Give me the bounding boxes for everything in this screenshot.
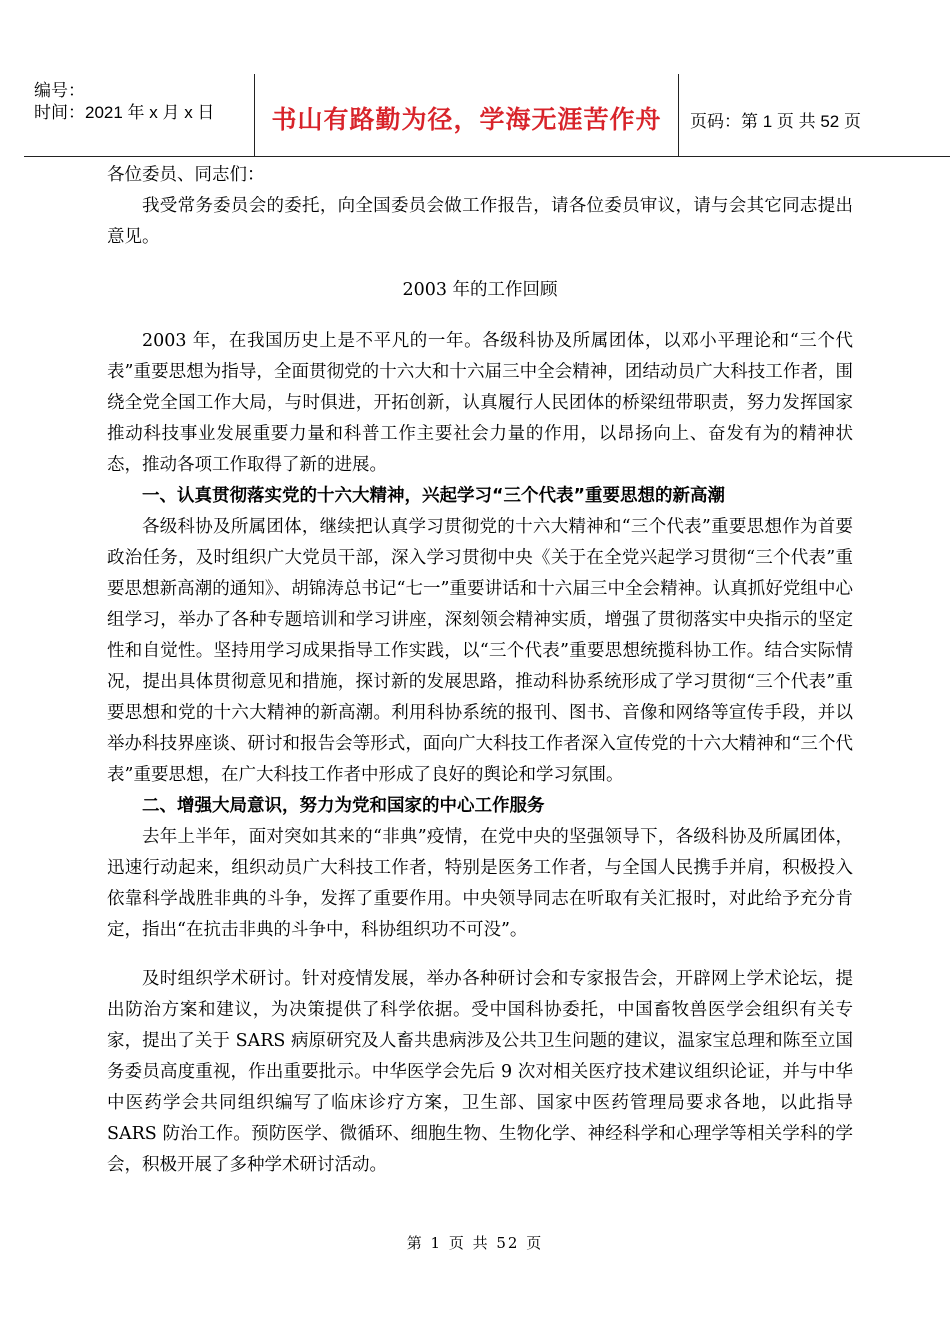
- page-header: [24, 74, 950, 157]
- header-meta: [34, 80, 214, 124]
- overview-paragraph: 2003 年，在我国历史上是不平凡的一年。各级科协及所属团体，以邓小平理论和“三个代表”重要思想为指导，全面贯彻党的十六大和十六届三中全会精神，团结动员广大科技工作者，围绕全党全国工作大局，与时俱进，开拓创新，认真履行人民团体的桥梁纽带职责，努力发挥国家推动科技事业发展重要力量和科普工作主要社会力量的作用，以昂扬向上、奋发有为的精神状态，推动各项工作取得了新的进展。: [107, 331, 853, 475]
- page-footer: 第 1 页 共 52 页: [406, 1234, 544, 1252]
- header-page-label: 页码：第 1 页 共 52 页: [690, 112, 861, 131]
- salutation: 各位委员、同志们：: [107, 165, 265, 185]
- header-divider-right: [678, 74, 679, 156]
- number-label: 编号：: [34, 81, 85, 100]
- header-motto: 书山有路勤为径，学海无涯苦作舟: [271, 105, 662, 134]
- heading-two: 二、增强大局意识，努力为党和国家的中心工作服务: [142, 796, 545, 816]
- document-body: [107, 160, 853, 1181]
- time-label: 时间：2021 年 x 月 x 日: [34, 103, 215, 122]
- paragraph-three: 及时组织学术研讨。针对疫情发展，举办各种研讨会和专家报告会，开辟网上学术论坛，提出防治方案和建议，为决策提供了科学依据。受中国科协委托，中国畜牧兽医学会组织有关专家，提出了关于 SARS 病原研究及人畜共患病涉及公共卫生问题的建议，温家宝总理和陈至立国务委员高度重视，作出重要批示。中华医学会先后 9 次对相关医疗技术建议组织论证，并与中华中医药学会共同组织编写了临床诊疗方案，卫生部、国家中医药管理局要求各地，以此指导 SARS 防治工作。预防医学、微循环、细胞生物、生物化学、神经科学和心理学等相关学科的学会，积极开展了多种学术研讨活动。: [107, 969, 853, 1175]
- paragraph-one: 各级科协及所属团体，继续把认真学习贯彻党的十六大精神和“三个代表”重要思想作为首要政治任务，及时组织广大党员干部，深入学习贯彻中央《关于在全党兴起学习贯彻“三个代表”重要思想新高潮的通知》、胡锦涛总书记“七一”重要讲话和十六届三中全会精神。认真抓好党组中心组学习，举办了各种专题培训和学习讲座，深刻领会精神实质，增强了贯彻落实中央指示的坚定性和自觉性。坚持用学习成果指导工作实践，以“三个代表”重要思想统揽科协工作。结合实际情况，提出具体贯彻意见和措施，探讨新的发展思路，推动科协系统形成了学习贯彻“三个代表”重要思想和党的十六大精神的新高潮。利用科协系统的报刊、图书、音像和网络等宣传手段，并以举办科技界座谈、研讨和报告会等形式，面向广大科技工作者深入宣传党的十六大精神和“三个代表”重要思想，在广大科技工作者中形成了良好的舆论和学习氛围。: [107, 517, 853, 785]
- heading-one: 一、认真贯彻落实党的十六大精神，兴起学习“三个代表”重要思想的新高潮: [142, 486, 726, 506]
- intro-paragraph: 我受常务委员会的委托，向全国委员会做工作报告，请各位委员审议，请与会其它同志提出意见。: [107, 196, 853, 247]
- section-title: 2003 年的工作回顾: [402, 280, 558, 300]
- paragraph-two: 去年上半年，面对突如其来的“非典”疫情，在党中央的坚强领导下，各级科协及所属团体，迅速行动起来，组织动员广大科技工作者，特别是医务工作者，与全国人民携手并肩，积极投入依靠科学战胜非典的斗争，发挥了重要作用。中央领导同志在听取有关汇报时，对此给予充分肯定，指出“在抗击非典的斗争中，科协组织功不可没”。: [107, 827, 853, 940]
